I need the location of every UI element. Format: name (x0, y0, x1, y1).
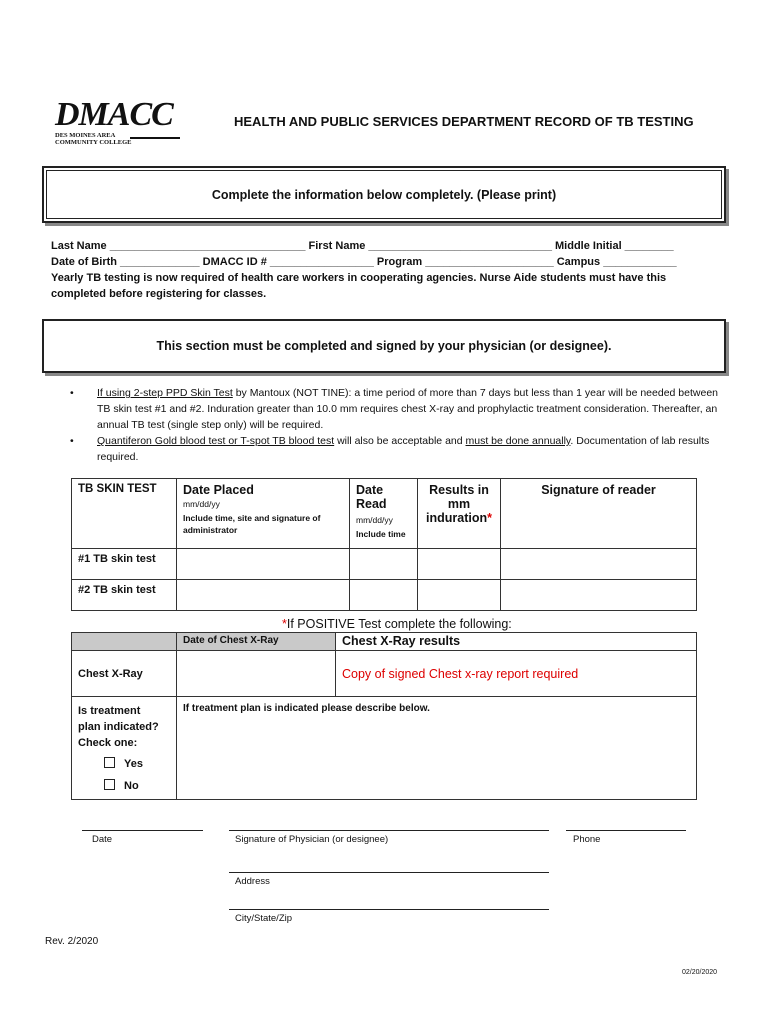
instruction-text: Complete the information below completely. (Please print) (211, 187, 557, 202)
col-xray-results-label: Chest X-Ray results (342, 634, 461, 648)
no-checkbox[interactable] (104, 779, 115, 790)
test1-results-cell[interactable] (418, 549, 501, 580)
table-row (72, 633, 697, 651)
phone-line[interactable] (566, 830, 686, 831)
dob-line[interactable]: Date of Birth _____________ DMACC ID # _________________ Program _____________________ Campus ____________ (51, 256, 677, 268)
ppd-skin-test-detail: by Mantoux (NOT TINE): a time period of more than 7 days but less than 1 year will be needed between TB skin test #1 and #2. Induration greater than 10.0 mm requires chest X-ray and prophylactic treatment consideration. Thereafter, an annual TB test (single step only) will be required. (97, 387, 718, 431)
ppd-skin-test-text: If using 2-step PPD Skin Test (97, 387, 233, 399)
logo-subtitle (55, 132, 132, 146)
yes-label: Yes (124, 758, 143, 770)
instruction-box (42, 166, 726, 223)
col-xray-results (336, 633, 697, 651)
col-signature (501, 479, 697, 549)
chest-xray-table (71, 632, 697, 800)
yes-option[interactable] (78, 756, 170, 772)
date-read-note: Include time (356, 529, 406, 539)
col-xray-date (177, 633, 336, 651)
requirement-note-1: Yearly TB testing is now required of health care workers in cooperating agencies. Nurse Aide students must have this (51, 272, 667, 284)
copy-report-note: Copy of signed Chest x-ray report required (342, 666, 579, 681)
physician-signature-label: Signature of Physician (or designee) (235, 834, 389, 845)
col-date-placed (177, 479, 350, 549)
page-title: HEALTH AND PUBLIC SERVICES DEPARTMENT RECORD OF TB TESTING (234, 114, 694, 129)
annual-text: must be done annually (465, 435, 571, 447)
logo-rule (130, 137, 180, 139)
treatment-description-label: If treatment plan is indicated please describe below. (183, 703, 430, 714)
logo-subtitle-line1: DES MOINES AREA (55, 132, 116, 139)
test2-date-placed-cell[interactable] (177, 580, 350, 611)
quantiferon-mid: will also be acceptable and (334, 435, 466, 447)
no-option[interactable] (78, 778, 170, 794)
date-line[interactable] (82, 830, 203, 831)
instructions-list (70, 385, 720, 465)
col-date-read-label: Date Read (356, 483, 387, 511)
city-state-zip-label: City/State/Zip (235, 913, 293, 924)
row-label (72, 549, 177, 580)
test1-signature-cell[interactable] (501, 549, 697, 580)
col-tb-skin-test (72, 479, 177, 549)
tb-skin-test-table (71, 478, 697, 611)
address-line[interactable] (229, 872, 549, 873)
table-row (72, 479, 697, 549)
test2-signature-cell[interactable] (501, 580, 697, 611)
quantiferon-detail: . Documentation of lab results required. (97, 435, 710, 463)
revision-label: Rev. 2/2020 (45, 936, 99, 947)
positive-title: *If POSITIVE Test complete the following: (282, 617, 512, 631)
city-state-zip-line[interactable] (229, 909, 549, 910)
table-row (72, 580, 697, 611)
table-row (72, 549, 697, 580)
row-label (72, 580, 177, 611)
test2-results-cell[interactable] (418, 580, 501, 611)
empty-header-cell (72, 633, 177, 651)
physician-section-text: This section must be completed and signed by your physician (or designee). (156, 339, 612, 353)
yes-checkbox[interactable] (104, 757, 115, 768)
chest-xray-label: Chest X-Ray (78, 667, 143, 680)
col-date-read (350, 479, 418, 549)
test1-date-read-cell[interactable] (350, 549, 418, 580)
no-label: No (124, 780, 139, 792)
row2-label: #2 TB skin test (78, 584, 156, 596)
phone-label: Phone (573, 834, 601, 845)
col-signature-label: Signature of reader (541, 483, 656, 497)
logo-subtitle-line2: COMMUNITY COLLEGE (55, 139, 132, 146)
treatment-cell (72, 697, 177, 800)
address-label: Address (235, 876, 270, 887)
row1-label: #1 TB skin test (78, 553, 156, 565)
treatment-question: Is treatment plan indicated? Check one: (78, 705, 159, 749)
quantiferon-text: Quantiferon Gold blood test or T-spot TB blood test (97, 435, 335, 447)
xray-date-cell[interactable] (177, 651, 336, 697)
treatment-description-cell[interactable] (177, 697, 697, 800)
requirement-note-2: completed before registering for classes. (51, 288, 267, 300)
row-label (72, 651, 177, 697)
bullet-icon: • (70, 435, 74, 447)
table-row (72, 651, 697, 697)
positive-title-text: If POSITIVE Test complete the following: (286, 617, 512, 631)
date-read-format: mm/dd/yy (356, 515, 393, 525)
col-results (418, 479, 501, 549)
results-asterisk: * (487, 511, 492, 525)
col-results-label: Results in mm induration (426, 483, 489, 525)
physician-signature-line[interactable] (229, 830, 549, 831)
dmacc-logo: DMACC (55, 96, 173, 133)
col-tb-skin-test-label: TB SKIN TEST (78, 483, 157, 495)
xray-results-cell[interactable] (336, 651, 697, 697)
col-xray-date-label: Date of Chest X-Ray (183, 635, 279, 646)
list-item (70, 385, 720, 433)
name-line[interactable]: Last Name ________________________________ First Name ______________________________ Middle Initial ________ (51, 240, 674, 252)
list-item (70, 433, 720, 465)
date-placed-note: Include time, site and signature of administrator (183, 513, 321, 535)
table-row (72, 697, 697, 800)
test2-date-read-cell[interactable] (350, 580, 418, 611)
col-date-placed-label: Date Placed (183, 483, 254, 497)
date-placed-format: mm/dd/yy (183, 499, 220, 509)
footer-date: 02/20/2020 (682, 969, 718, 976)
test1-date-placed-cell[interactable] (177, 549, 350, 580)
bullet-icon: • (70, 387, 74, 399)
date-label: Date (92, 834, 113, 845)
physician-section-box (42, 319, 726, 373)
